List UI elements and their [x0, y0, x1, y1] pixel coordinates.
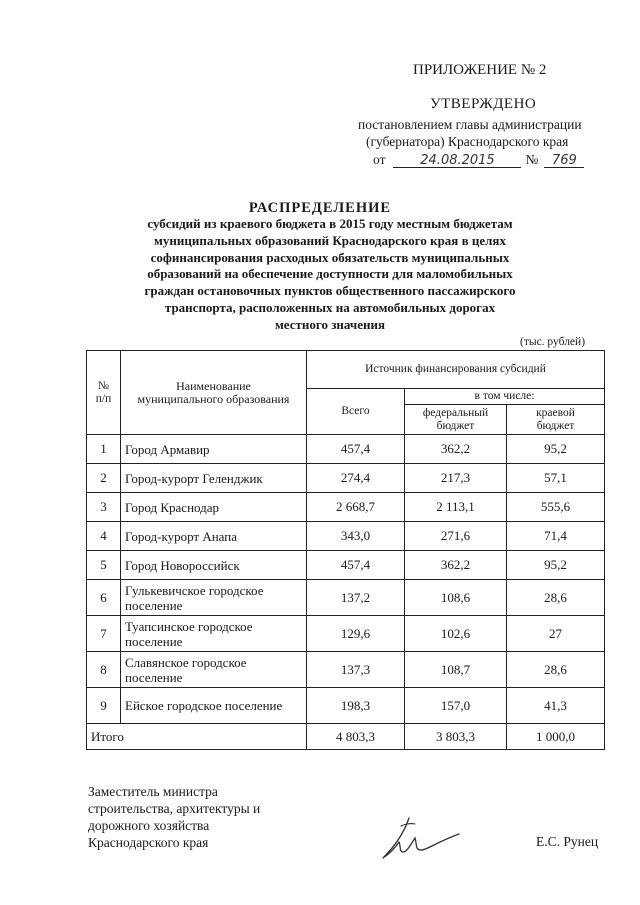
- total-sum: 4 803,3: [307, 724, 405, 750]
- approval-date-line: [373, 152, 584, 168]
- row-regional: 41,3: [507, 688, 605, 724]
- column-header-source: Источник финансирования субсидий: [307, 351, 605, 389]
- column-header-name: Наименование муниципального образования: [121, 351, 307, 435]
- row-number: 5: [87, 551, 121, 580]
- subtitle-line: граждан остановочных пунктов общественного пассажирского: [144, 283, 516, 299]
- row-name: Город Армавир: [121, 435, 307, 464]
- row-federal: 108,7: [405, 652, 507, 688]
- row-name: Город Новороссийск: [121, 551, 307, 580]
- row-federal: 108,6: [405, 580, 507, 616]
- row-regional: 555,6: [507, 493, 605, 522]
- row-number: 3: [87, 493, 121, 522]
- row-regional: 27: [507, 616, 605, 652]
- subsidy-table: [86, 350, 605, 750]
- row-total: 274,4: [307, 464, 405, 493]
- table-row: [87, 522, 605, 551]
- table-row: [87, 580, 605, 616]
- row-number: 1: [87, 435, 121, 464]
- date-prefix: от: [373, 152, 386, 167]
- row-regional: 71,4: [507, 522, 605, 551]
- subtitle-line: софинансирования расходных обязательств муниципальных: [150, 249, 510, 265]
- row-total: 457,4: [307, 435, 405, 464]
- row-number: 9: [87, 688, 121, 724]
- row-federal: 362,2: [405, 435, 507, 464]
- row-number: 6: [87, 580, 121, 616]
- row-federal: 157,0: [405, 688, 507, 724]
- appendix-label: ПРИЛОЖЕНИЕ № 2: [413, 62, 547, 78]
- table-row: [87, 688, 605, 724]
- document-title: РАСПРЕДЕЛЕНИЕ: [248, 200, 392, 216]
- row-total: 343,0: [307, 522, 405, 551]
- row-name: Город-курорт Анапа: [121, 522, 307, 551]
- table-row: [87, 493, 605, 522]
- total-federal: 3 803,3: [405, 724, 507, 750]
- column-header-regional: краевой бюджет: [507, 405, 605, 435]
- subtitle-line: субсидий из краевого бюджета в 2015 году местным бюджетам: [147, 216, 513, 231]
- table-row: [87, 464, 605, 493]
- row-name: Город-курорт Геленджик: [121, 464, 307, 493]
- row-federal: 271,6: [405, 522, 507, 551]
- column-header-federal: федеральный бюджет: [405, 405, 507, 435]
- handwritten-signature: [375, 808, 465, 866]
- units-label: (тыс. рублей): [520, 336, 586, 348]
- row-name: Ейское городское поселение: [121, 688, 307, 724]
- table-row: [87, 551, 605, 580]
- row-number: 7: [87, 616, 121, 652]
- position-line: Краснодарского края: [88, 835, 209, 850]
- row-total: 137,3: [307, 652, 405, 688]
- subtitle-line: образований на обеспечение доступности для маломобильных: [147, 266, 513, 282]
- position-line: строительства, архитектуры и: [88, 801, 261, 816]
- total-regional: 1 000,0: [507, 724, 605, 750]
- position-line: дорожного хозяйства: [88, 818, 210, 833]
- row-name: Туапсинское городское поселение: [121, 616, 307, 652]
- row-number: 8: [87, 652, 121, 688]
- row-total: 457,4: [307, 551, 405, 580]
- date-field: [393, 152, 521, 168]
- signatory-position: [88, 783, 260, 851]
- row-federal: 362,2: [405, 551, 507, 580]
- number-prefix: №: [525, 152, 539, 167]
- column-header-total: Всего: [307, 389, 405, 435]
- row-number: 4: [87, 522, 121, 551]
- date-value: 24.08.2015: [420, 153, 495, 168]
- column-header-number: № п/п: [87, 351, 121, 435]
- number-value: 769: [551, 153, 577, 168]
- table-row: [87, 435, 605, 464]
- row-number: 2: [87, 464, 121, 493]
- number-field: [544, 152, 584, 168]
- row-name: Город Краснодар: [121, 493, 307, 522]
- row-regional: 95,2: [507, 551, 605, 580]
- approved-by-line-2: (губернатора) Краснодарского края: [366, 134, 569, 149]
- subtitle-line: транспорта, расположенных на автомобильных дорогах: [164, 299, 496, 315]
- row-regional: 28,6: [507, 580, 605, 616]
- row-total: 137,2: [307, 580, 405, 616]
- row-name: Славянское городское поселение: [121, 652, 307, 688]
- row-federal: 2 113,1: [405, 493, 507, 522]
- document-subtitle: [100, 216, 560, 334]
- row-federal: 102,6: [405, 616, 507, 652]
- row-name: Гулькевичское городское поселение: [121, 580, 307, 616]
- signer-name: Е.С. Рунец: [536, 834, 599, 849]
- total-row: [87, 724, 605, 750]
- position-line: Заместитель министра: [88, 784, 218, 799]
- row-regional: 57,1: [507, 464, 605, 493]
- row-regional: 28,6: [507, 652, 605, 688]
- column-header-including: в том числе:: [405, 389, 605, 405]
- row-total: 2 668,7: [307, 493, 405, 522]
- approved-label: УТВЕРЖДЕНО: [430, 96, 537, 112]
- row-federal: 217,3: [405, 464, 507, 493]
- row-total: 129,6: [307, 616, 405, 652]
- row-total: 198,3: [307, 688, 405, 724]
- total-label: Итого: [87, 724, 307, 750]
- approved-by-line-1: постановлением главы администрации: [358, 117, 582, 132]
- table-row: [87, 616, 605, 652]
- table-row: [87, 652, 605, 688]
- subtitle-line: местного значения: [274, 316, 386, 332]
- subtitle-line: муниципальных образований Краснодарского края в целях: [154, 232, 506, 248]
- row-regional: 95,2: [507, 435, 605, 464]
